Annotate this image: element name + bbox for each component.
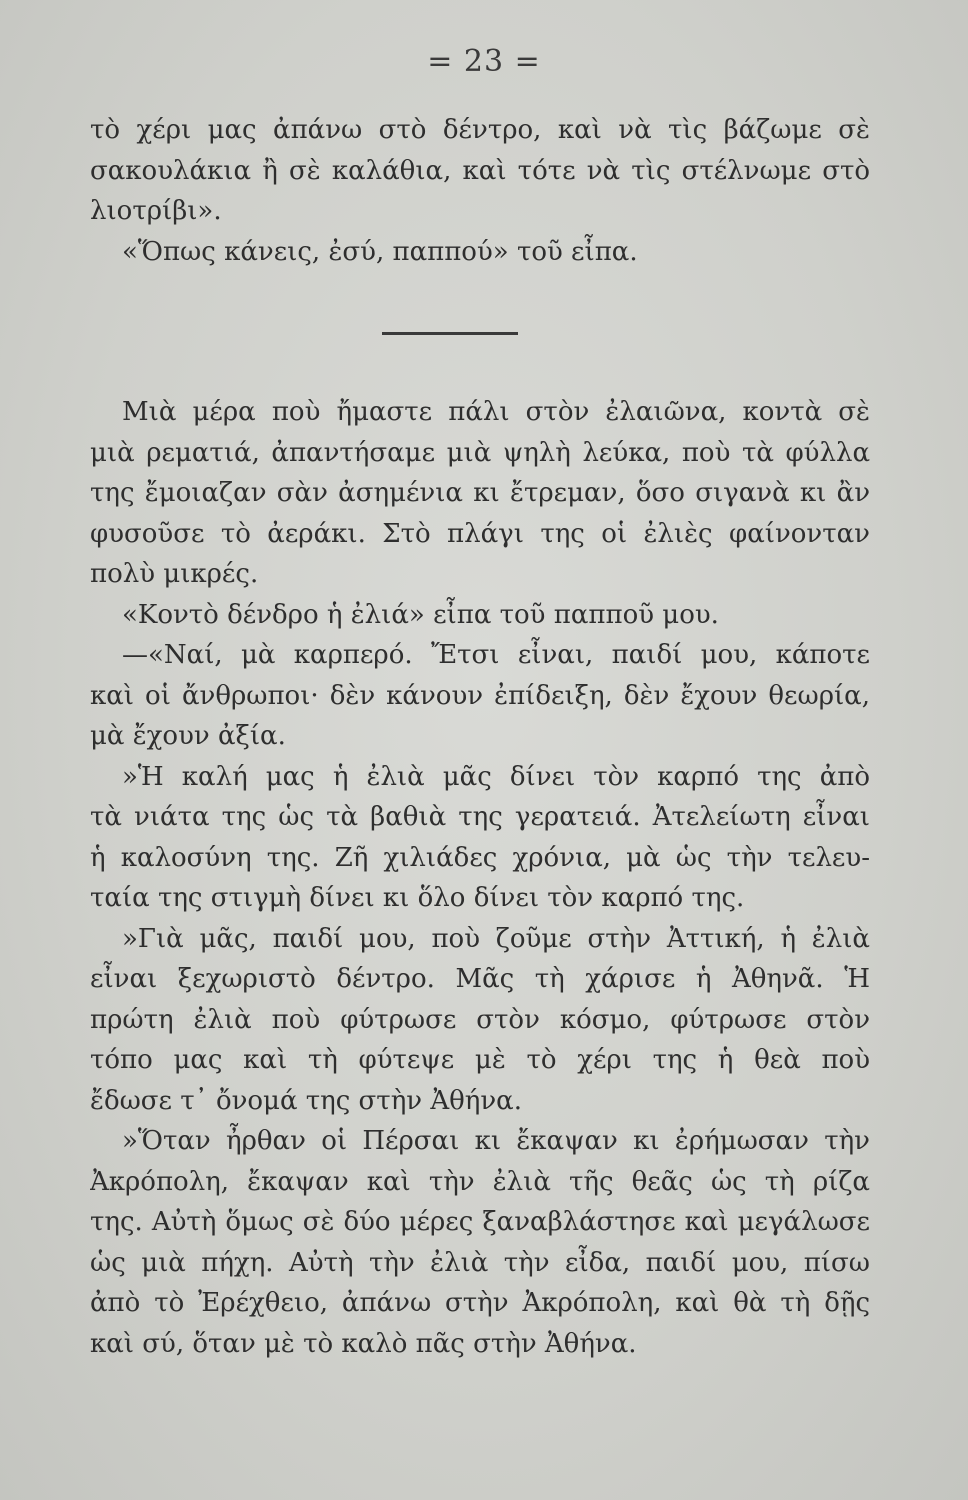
text-line: «Κοντὸ δένδρο ἡ ἐλιά» εἶπα τοῦ παπποῦ μου. [122,599,719,630]
text-line: καὶ οἱ ἄνθρωποι· δὲν κάνουν ἐπίδειξη, δὲν ἔχουν θεωρία, [90,680,870,711]
text-line: ταία της στιγμὴ δίνει κι ὅλο δίνει τὸν καρπό της. [90,883,745,913]
text-line: μιὰ ρεματιά, ἀπαντήσαμε μιὰ ψηλὴ λεύκα, ποὺ τὰ φύλλα [90,437,870,468]
text-line: πολὺ μικρές. [90,559,259,589]
text-block-main [90,392,870,1364]
text-line: φυσοῦσε τὸ ἀεράκι. Στὸ πλάγι της οἱ ἐλιὲς φαίνονταν [90,518,870,549]
text-line: —«Ναί, μὰ καρπερό. Ἔτσι εἶναι, παιδί μου, κάποτε [122,640,870,670]
text-line: ὡς μιὰ πήχη. Αὐτὴ τὴν ἐλιὰ τὴν εἶδα, παιδί μου, πίσω [90,1247,870,1278]
text-line: λιοτρίβι». [90,196,222,226]
text-line: τὰ νιάτα της ὡς τὰ βαθιὰ της γερατειά. Ἀτελείωτη εἶναι [90,802,870,832]
text-line: «Ὅπως κάνεις, ἐσύ, παππού» τοῦ εἶπα. [122,236,638,267]
text-line: τὸ χέρι μας ἀπάνω στὸ δέντρο, καὶ νὰ τὶς βάζωμε σὲ [90,115,870,145]
text-line: ἀπὸ τὸ Ἐρέχθειο, ἀπάνω στὴν Ἀκρόπολη, καὶ θὰ τὴ δῇς [90,1288,870,1318]
text-line: της ἔμοιαζαν σὰν ἀσημένια κι ἔτρεμαν, ὅσο σιγανὰ κι ἂν [90,478,870,508]
text-block-top [90,110,870,272]
text-line: »Ἡ καλή μας ἡ ἐλιὰ μᾶς δίνει τὸν καρπό της ἀπὸ [122,761,870,792]
text-line: ἔδωσε τ᾽ ὄνομά της στὴν Ἀθήνα. [90,1085,522,1116]
text-line: μὰ ἔχουν ἀξία. [90,721,286,751]
text-line: εἶναι ξεχωριστὸ δέντρο. Μᾶς τὴ χάρισε ἡ Ἀθηνᾶ. Ἡ [90,964,870,994]
text-line: ἡ καλοσύνη της. Ζῆ χιλιάδες χρόνια, μὰ ὡς τὴν τελευ- [90,842,870,873]
text-line: πρώτη ἐλιὰ ποὺ φύτρωσε στὸν κόσμο, φύτρωσε στὸν [90,1004,870,1035]
page-number: = 23 = [427,44,541,79]
text-line: »Ὅταν ἦρθαν οἱ Πέρσαι κι ἔκαψαν κι ἐρήμωσαν τὴν [122,1126,870,1156]
section-divider [382,332,518,335]
text-line: Μιὰ μέρα ποὺ ἤμαστε πάλι στὸν ἐλαιῶνα, κοντὰ σὲ [122,397,870,427]
text-line: »Γιὰ μᾶς, παιδί μου, ποὺ ζοῦμε στὴν Ἀττική, ἡ ἐλιὰ [122,923,870,954]
text-line: σακουλάκια ἢ σὲ καλάθια, καὶ τότε νὰ τὶς στέλνωμε στὸ [90,155,870,186]
text-line: τόπο μας καὶ τὴ φύτεψε μὲ τὸ χέρι της ἡ θεὰ ποὺ [90,1045,870,1075]
text-line: καὶ σύ, ὅταν μὲ τὸ καλὸ πᾶς στὴν Ἀθήνα. [90,1328,637,1359]
text-line: της. Αὐτὴ ὅμως σὲ δύο μέρες ξαναβλάστησε καὶ μεγάλωσε [90,1207,870,1237]
text-line: Ἀκρόπολη, ἔκαψαν καὶ τὴν ἐλιὰ τῆς θεᾶς ὡς τὴ ρίζα [90,1166,870,1197]
